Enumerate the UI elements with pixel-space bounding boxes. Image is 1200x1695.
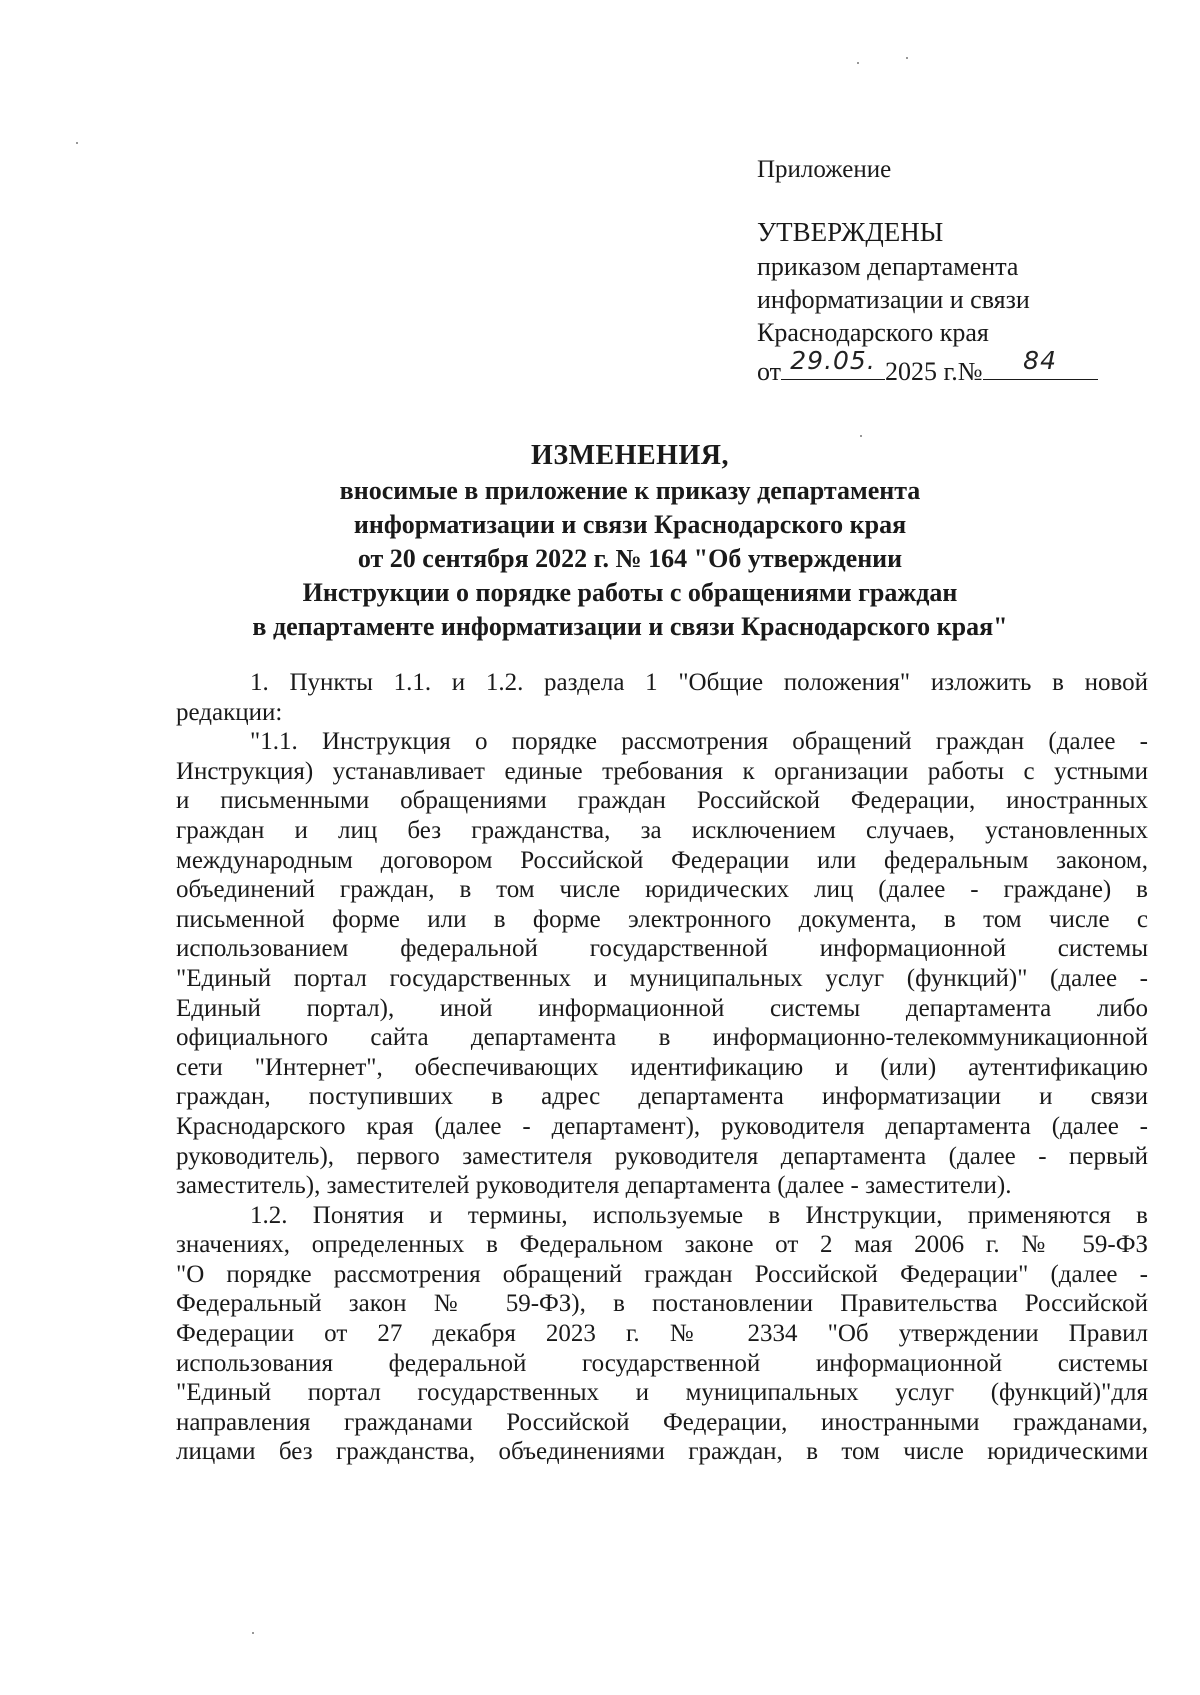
body-line: объединений граждан, в том числе юридических лиц (далее - граждане) в [176,876,1148,904]
approval-line: информатизации и связи [757,285,1030,314]
appendix-label: Приложение [757,156,892,183]
body-line: граждан, поступивших в адрес департамента информатизации и связи [176,1083,1148,1111]
scan-speck [906,57,908,59]
body-line: письменной форме или в форме электронного документа, в том числе с [176,905,1148,933]
body-line: 1.2. Понятия и термины, используемые в Инструкции, применяются в [250,1201,1148,1229]
document-body [176,668,1148,1467]
body-line: заместитель), заместителей руководителя департамента (далее - заместители). [176,1172,1012,1200]
title-line: в департаменте информатизации и связи Краснодарского края" [252,612,1008,641]
body-line: использования федеральной государственной информационной системы [176,1349,1148,1377]
year-text: 2025 г.№ [885,357,983,386]
scan-speck [860,435,862,437]
body-line: Инструкция) устанавливает единые требования к организации работы с устными [176,757,1148,785]
handwritten-date: 29.05. [790,346,876,375]
title-line: Инструкции о порядке работы с обращениями граждан [302,578,958,607]
approval-line: приказом департамента [757,252,1019,281]
handwritten-number: 84 [1023,346,1057,375]
scan-speck [76,142,78,144]
body-line: Федерации от 27 декабря 2023 г. № 2334 "Об утверждении Правил [176,1320,1148,1348]
body-line: редакции: [176,698,283,726]
body-line: "Единый портал государственных и муниципальных услуг (функций)"для [176,1379,1148,1407]
body-line: направления гражданами Российской Федерации, иностранными гражданами, [176,1408,1148,1436]
body-line: "1.1. Инструкция о порядке рассмотрения обращений граждан (далее - [250,728,1148,756]
approved-label: УТВЕРЖДЕНЫ [757,217,944,247]
body-line: "Единый портал государственных и муниципальных услуг (функций)" (далее - [176,964,1148,992]
order-date-number-line [757,346,1157,390]
body-line: Краснодарского края (далее - департамент), руководителя департамента (далее - [176,1112,1148,1140]
body-line: Единый портал), иной информационной системы департамента либо [176,994,1148,1022]
body-line: значениях, определенных в Федеральном законе от 2 мая 2006 г. № 59-ФЗ [176,1231,1148,1259]
body-line: использованием федеральной государственной информационной системы [176,935,1148,963]
body-line: и письменными обращениями граждан Российской Федерации, иностранных [176,787,1148,815]
body-line: 1. Пункты 1.1. и 1.2. раздела 1 "Общие положения" изложить в новой [250,669,1148,696]
scan-speck [252,1632,254,1634]
approval-line: Краснодарского края [757,318,989,347]
scan-speck [857,62,859,64]
date-field [781,346,885,380]
number-field [983,346,1098,380]
body-line: граждан и лиц без гражданства, за исключением случаев, установленных [176,816,1148,844]
title-line: от 20 сентября 2022 г. № 164 "Об утверждении [357,544,903,573]
document-title [150,438,1110,644]
title-line: вносимые в приложение к приказу департамента [339,476,921,505]
body-line: лицами без гражданства, объединениями граждан, в том числе юридическими [176,1438,1148,1466]
title-heading: ИЗМЕНЕНИЯ, [531,440,729,471]
body-line: официального сайта департамента в информационно-телекоммуникационной [176,1024,1148,1052]
date-prefix: от [757,357,782,386]
body-line: "О порядке рассмотрения обращений граждан Российской Федерации" (далее - [176,1260,1148,1288]
body-line: руководитель), первого заместителя руководителя департамента (далее - первый [176,1142,1148,1170]
body-line: международным договором Российской Федерации или федеральным законом, [176,846,1148,874]
body-line: Федеральный закон № 59-ФЗ), в постановлении Правительства Российской [176,1290,1148,1318]
body-line: сети "Интернет", обеспечивающих идентификацию и (или) аутентификацию [176,1053,1148,1081]
title-line: информатизации и связи Краснодарского края [353,510,907,539]
approval-block [757,150,1157,390]
